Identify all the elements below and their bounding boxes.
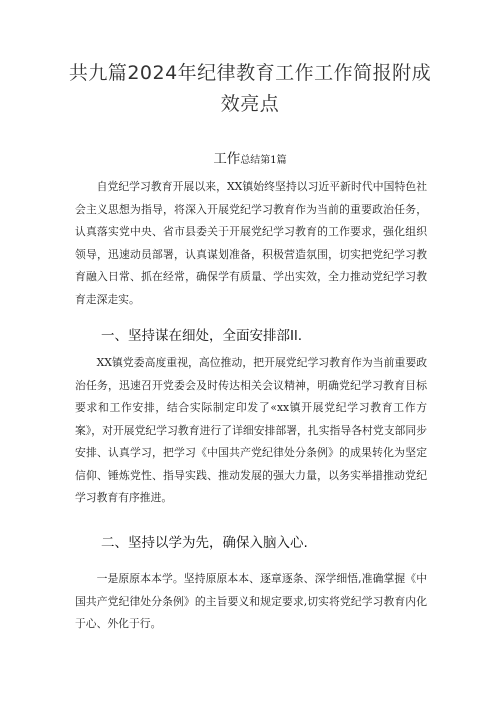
subtitle-small: 总结第1篇 — [240, 155, 287, 166]
paragraph-section-1: XX镇党委高度重视，高位推动，把开展党纪学习教育作为当前重要政治任务，迅速召开党委会及时传达相关会议精神，明确党纪学习教育目标要求和工作安排，结合实际制定印发了«xx镇开展党纪学习教育工作方案》，对开展党纪学习教育进行了详细安排部署，扎实指导各村党支部同步安排、认真学习，把学习《中国共产党纪律处分条例》的成果转化为坚定信仰、锤炼党性、指导实践、推动发展的强大力量，以务实举措推动党纪学习教育有序推进。 — [75, 356, 427, 504]
document-title — [60, 58, 440, 120]
title-line-2: 效亮点 — [220, 93, 280, 115]
title-line-1: 共九篇2024年纪律教育工作工作简报附成 — [68, 62, 432, 84]
document-subtitle — [0, 150, 500, 170]
paragraph-section-2: 一是原原本本学。坚持原原本本、逐章逐条、深学细悟,准确掌握《中国共产党纪律处分条例》的主旨要义和规定要求,切实将党纪学习教育内化于心、外化于行。 — [75, 572, 427, 630]
section-heading-2: 二、坚持以学为先，确保入脑入心. — [101, 535, 308, 551]
subtitle-lead: 工作 — [213, 151, 241, 167]
paragraph-intro: 自党纪学习教育开展以来，XX镇始终坚持以习近平新时代中国特色社会主义思想为指导，将深入开展党纪学习教育作为当前的重要政治任务，认真落实党中央、省市县委关于开展党纪学习教育的工作要求，强化组织领导，迅速动员部署，认真谋划准备，积极营造氛围，切实把党纪学习教育融入日常、抓在经常，确保学有质量、学出实效，全力推动党纪学习教育走深走实。 — [75, 180, 427, 306]
section-heading-1: 一、坚持谋在细处，全面安排部Il. — [101, 328, 303, 344]
